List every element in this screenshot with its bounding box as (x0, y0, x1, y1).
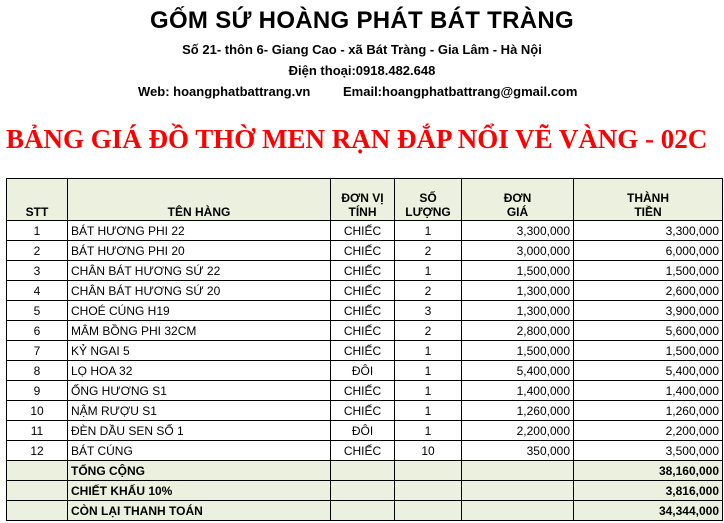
cell-price: 1,300,000 (462, 301, 574, 321)
cell-quantity: 1 (395, 261, 462, 281)
column-header-unit: ĐƠN VỊ TÍNH (331, 179, 395, 221)
cell-unit: CHIẾC (331, 301, 395, 321)
cell-quantity: 10 (395, 441, 462, 461)
table-row (7, 321, 723, 341)
cell-unit: CHIẾC (331, 261, 395, 281)
cell-unit: CHIẾC (331, 321, 395, 341)
cell-stt: 12 (7, 441, 68, 461)
cell-stt: 4 (7, 281, 68, 301)
cell-name: ỐNG HƯƠNG S1 (68, 381, 331, 401)
cell-price: 3,000,000 (462, 241, 574, 261)
discount-label: CHIẾT KHẤU 10% (68, 481, 331, 501)
table-row (7, 221, 723, 241)
cell-total: 1,500,000 (574, 261, 723, 281)
cell-name: BÁT HƯƠNG PHI 20 (68, 241, 331, 261)
cell-total: 1,260,000 (574, 401, 723, 421)
cell-price: 1,260,000 (462, 401, 574, 421)
cell-quantity: 3 (395, 301, 462, 321)
cell-name: NẬM RƯỢU S1 (68, 401, 331, 421)
cell-unit: CHIẾC (331, 221, 395, 241)
price-table (6, 178, 723, 521)
table-row (7, 281, 723, 301)
cell-unit: CHIẾC (331, 241, 395, 261)
table-row (7, 301, 723, 321)
cell-price: 1,500,000 (462, 261, 574, 281)
cell-unit: CHIẾC (331, 381, 395, 401)
table-row (7, 261, 723, 281)
cell-quantity: 2 (395, 321, 462, 341)
cell-total: 3,500,000 (574, 441, 723, 461)
cell-price: 2,800,000 (462, 321, 574, 341)
total-value: 38,160,000 (574, 461, 723, 481)
cell-stt: 8 (7, 361, 68, 381)
company-address: Số 21- thôn 6- Giang Cao - xã Bát Tràng - Gia Lâm - Hà Nội (182, 42, 542, 57)
company-website: Web: hoangphatbattrang.vn (138, 84, 311, 99)
cell-quantity: 1 (395, 381, 462, 401)
cell-quantity: 1 (395, 421, 462, 441)
cell-name: BÁT HƯƠNG PHI 22 (68, 221, 331, 241)
cell-name: LỌ HOA 32 (68, 361, 331, 381)
cell-unit: CHIẾC (331, 441, 395, 461)
price-list-title: BẢNG GIÁ ĐỒ THỜ MEN RẠN ĐẮP NỔI VẼ VÀNG - 02C (6, 124, 708, 154)
column-header-stt: STT (7, 179, 68, 221)
cell-quantity: 1 (395, 401, 462, 421)
cell-unit: CHIẾC (331, 341, 395, 361)
cell-unit: CHIẾC (331, 281, 395, 301)
cell-name: KỶ NGAI 5 (68, 341, 331, 361)
cell-quantity: 2 (395, 281, 462, 301)
table-row (7, 401, 723, 421)
cell-stt: 1 (7, 221, 68, 241)
remaining-value: 34,344,000 (574, 501, 723, 521)
cell-stt: 2 (7, 241, 68, 261)
column-header-total: THÀNH TIỀN (574, 179, 723, 221)
cell-quantity: 1 (395, 221, 462, 241)
remaining-row (7, 501, 723, 521)
cell-total: 1,400,000 (574, 381, 723, 401)
cell-total: 6,000,000 (574, 241, 723, 261)
cell-name: BÁT CÚNG (68, 441, 331, 461)
column-header-price: ĐƠN GIÁ (462, 179, 574, 221)
cell-total: 3,900,000 (574, 301, 723, 321)
cell-quantity: 1 (395, 341, 462, 361)
cell-price: 3,300,000 (462, 221, 574, 241)
table-row (7, 421, 723, 441)
table-row (7, 381, 723, 401)
discount-value: 3,816,000 (574, 481, 723, 501)
cell-unit: CHIẾC (331, 401, 395, 421)
header-row (7, 179, 723, 221)
cell-price: 1,400,000 (462, 381, 574, 401)
cell-name: ĐÈN DẦU SEN SỐ 1 (68, 421, 331, 441)
cell-unit: ĐÔI (331, 361, 395, 381)
cell-name: MÂM BỒNG PHI 32CM (68, 321, 331, 341)
cell-price: 1,300,000 (462, 281, 574, 301)
cell-total: 2,200,000 (574, 421, 723, 441)
cell-name: CHOÉ CÚNG H19 (68, 301, 331, 321)
cell-name: CHÂN BÁT HƯƠNG SỨ 20 (68, 281, 331, 301)
cell-total: 5,400,000 (574, 361, 723, 381)
cell-quantity: 1 (395, 361, 462, 381)
table-row (7, 241, 723, 261)
cell-quantity: 2 (395, 241, 462, 261)
cell-price: 5,400,000 (462, 361, 574, 381)
table-row (7, 341, 723, 361)
cell-total: 1,500,000 (574, 341, 723, 361)
cell-price: 350,000 (462, 441, 574, 461)
cell-total: 3,300,000 (574, 221, 723, 241)
company-phone: Điện thoại:0918.482.648 (288, 63, 436, 78)
cell-stt: 11 (7, 421, 68, 441)
cell-stt: 3 (7, 261, 68, 281)
cell-stt: 7 (7, 341, 68, 361)
cell-price: 2,200,000 (462, 421, 574, 441)
cell-unit: ĐÔI (331, 421, 395, 441)
company-name: GỐM SỨ HOÀNG PHÁT BÁT TRÀNG (150, 7, 574, 34)
total-row (7, 461, 723, 481)
table-row (7, 441, 723, 461)
cell-total: 2,600,000 (574, 281, 723, 301)
cell-stt: 6 (7, 321, 68, 341)
cell-name: CHÂN BÁT HƯƠNG SỨ 22 (68, 261, 331, 281)
total-label: TỔNG CỘNG (68, 461, 331, 481)
cell-total: 5,600,000 (574, 321, 723, 341)
column-header-quantity: SỐ LƯỢNG (395, 179, 462, 221)
discount-row (7, 481, 723, 501)
table-row (7, 361, 723, 381)
cell-stt: 9 (7, 381, 68, 401)
cell-stt: 5 (7, 301, 68, 321)
company-email: Email:hoangphatbattrang@gmail.com (343, 84, 578, 99)
cell-stt: 10 (7, 401, 68, 421)
cell-price: 1,500,000 (462, 341, 574, 361)
remaining-label: CÒN LẠI THANH TOÁN (68, 501, 331, 521)
column-header-name: TÊN HÀNG (68, 179, 331, 221)
